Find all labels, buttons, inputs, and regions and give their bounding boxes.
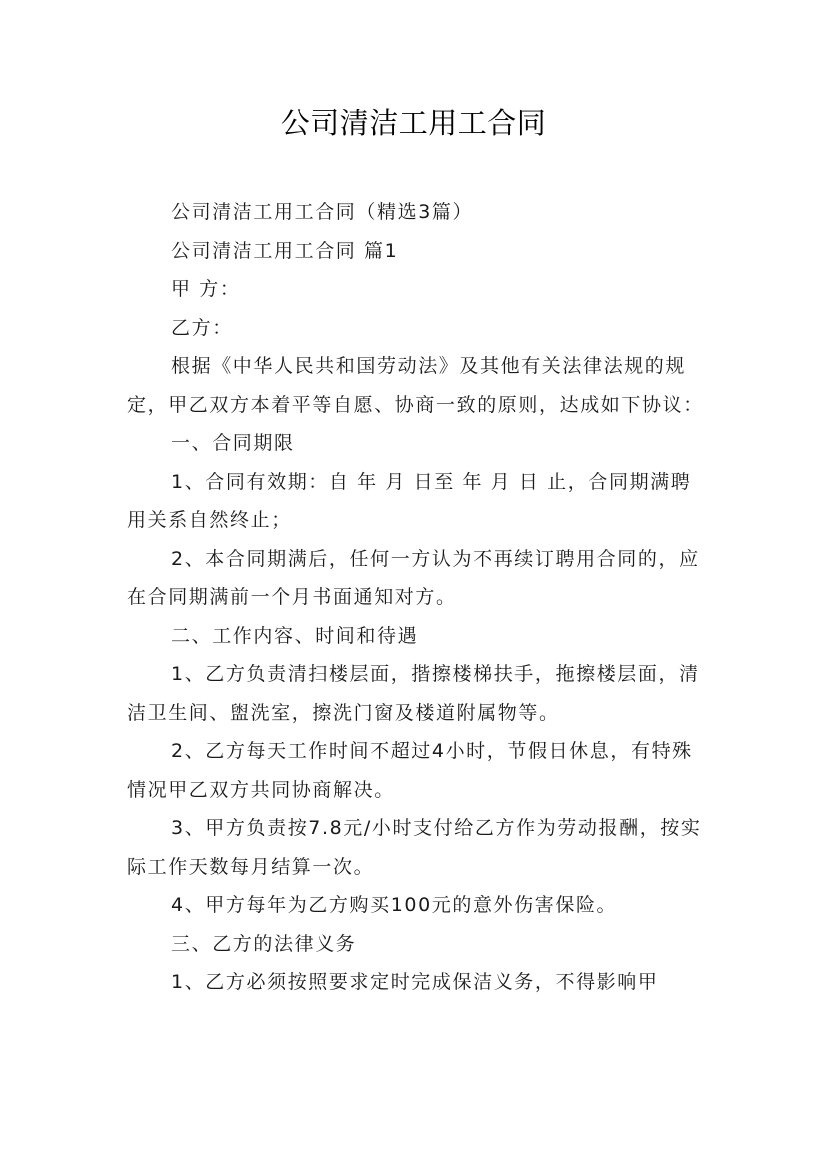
clause-heading-work: 二、工作内容、时间和待遇 [171,624,419,647]
section-heading-paragraph: 公司清洁工用工合同 篇1 [171,239,399,262]
document-body [127,193,710,1002]
party-b-line: 乙方： [171,316,233,339]
clause-heading-term: 一、合同期限 [171,432,295,454]
clause-paragraph: 1、合同有效期：自 年 月 日至 年 月 日 止，合同期满聘用关系自然终止； [127,470,692,531]
subtitle-paragraph: 公司清洁工用工合同（精选3篇） [171,201,474,223]
clause-heading-obligations: 三、乙方的法律义务 [171,932,357,955]
clause-paragraph: 1、乙方必须按照要求定时完成保洁义务，不得影响甲 [171,971,659,993]
clause-paragraph: 2、乙方每天工作时间不超过4小时，节假日休息，有特殊情况甲乙双方共同协商解决。 [127,740,693,801]
preamble-paragraph: 根据《中华人民共和国劳动法》及其他有关法律法规的规定，甲乙双方本着平等自愿、协商一致的原则，达成如下协议： [127,355,704,416]
clause-paragraph: 1、乙方负责清扫楼层面，揩擦楼梯扶手，拖擦楼层面，清洁卫生间、盥洗室，擦洗门窗及楼道附属物等。 [127,663,700,724]
clause-paragraph: 3、甲方负责按7.8元/小时支付给乙方作为劳动报酬，按实际工作天数每月结算一次。 [127,817,702,878]
document-title: 公司清洁工用工合同 [280,106,547,140]
party-a-line: 甲 方： [171,278,241,300]
clause-paragraph: 2、本合同期满后，任何一方认为不再续订聘用合同的，应在合同期满前一个月书面通知对方。 [127,547,700,608]
clause-paragraph: 4、甲方每年为乙方购买100元的意外伤害保险。 [171,894,618,916]
